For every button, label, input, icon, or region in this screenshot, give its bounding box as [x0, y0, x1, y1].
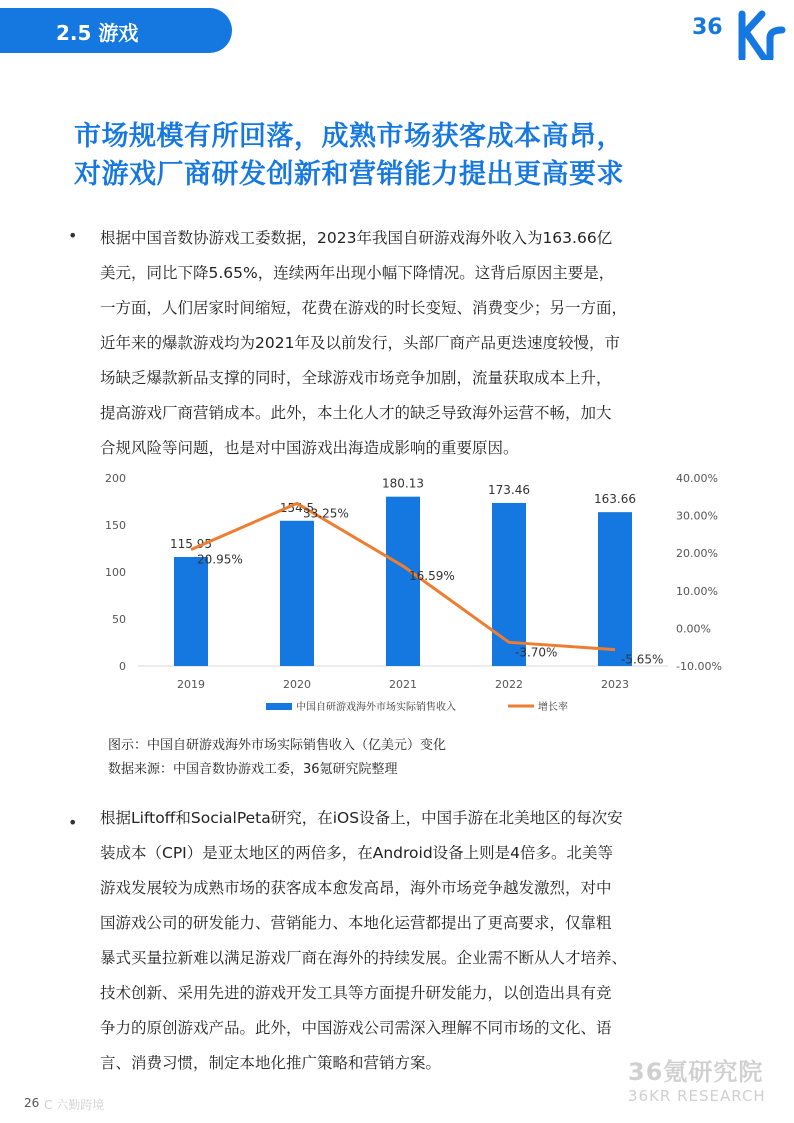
page-headline: [74, 118, 774, 194]
headline-line-1: 市场规模有所回落，成熟市场获客成本高昂，: [74, 121, 624, 152]
paragraph-line: 言、消费习惯，制定本地化推广策略和营销方案。: [100, 1054, 442, 1072]
revenue-bar: [174, 557, 208, 666]
paragraph-line: 根据中国音数协游戏工委数据，2023年我国自研游戏海外收入为163.66亿: [100, 229, 613, 247]
bar-value-label: 115.95: [170, 537, 212, 552]
category-label: 2023: [601, 678, 629, 691]
paragraph-line: 技术创新、采用先进的游戏开发工具等方面提升研发能力，以创造出具有竞: [100, 984, 612, 1002]
paragraph-line: 场缺乏爆款新品支撑的同时，全球游戏市场竞争加剧，流量获取成本上升，: [100, 369, 612, 387]
left-tick-label: 100: [105, 566, 126, 579]
bar-value-label: 163.66: [594, 492, 636, 507]
paragraph-line: 近年来的爆款游戏均为2021年及以前发行，头部厂商产品更迭速度较慢，市: [100, 334, 620, 352]
legend-bar-swatch: [266, 703, 292, 710]
category-label: 2020: [283, 678, 311, 691]
right-tick-label: 10.00%: [676, 584, 718, 598]
paragraph-line: 争力的原创游戏产品。此外，中国游戏公司需深入理解不同市场的文化、语: [100, 1019, 612, 1037]
section-label: 2.5 游戏: [56, 21, 139, 45]
paragraph-line: 提高游戏厂商营销成本。此外，本土化人才的缺乏导致海外运营不畅，加大: [100, 404, 612, 422]
growth-rate-label: -5.65%: [621, 652, 664, 667]
bar-value-label: 180.13: [382, 476, 424, 491]
paragraph-line: 美元，同比下降5.65%，连续两年出现小幅下降情况。这背后原因主要是，: [100, 264, 615, 282]
paragraph-line: 暴式买量拉新难以满足游戏厂商在海外的持续发展。企业需不断从人才培养、: [100, 949, 628, 967]
paragraph-line: 游戏发展较为成熟市场的获客成本愈发高昂，海外市场竞争越发激烈，对中: [100, 879, 612, 897]
bullet-2: •: [68, 813, 78, 832]
paragraph-line: 根据Liftoff和SocialPeta研究，在iOS设备上，中国手游在北美地区的每次安: [100, 809, 623, 827]
revenue-bar: [598, 512, 632, 666]
right-tick-label: 30.00%: [676, 509, 718, 523]
right-tick-label: 0.00%: [676, 622, 711, 636]
left-tick-label: 50: [112, 613, 126, 626]
paragraph-1: [100, 221, 740, 466]
category-label: 2021: [389, 678, 417, 691]
logo-text-36: 36: [692, 15, 723, 40]
right-tick-label: -10.00%: [676, 660, 722, 673]
growth-rate-label: 20.95%: [197, 552, 243, 567]
right-tick-label: 20.00%: [676, 547, 718, 561]
paragraph-line: 一方面，人们居家时间缩短，花费在游戏的时长变短、消费变少；另一方面，: [100, 299, 628, 317]
category-label: 2022: [495, 678, 523, 691]
headline-line-2: 对游戏厂商研发创新和营销能力提出更高要求: [74, 159, 624, 190]
research-watermark: [628, 1052, 766, 1105]
left-tick-label: 150: [105, 519, 126, 532]
watermark-cn: 36氪研究院: [628, 1058, 764, 1086]
legend-line-label: 增长率: [538, 702, 568, 713]
right-tick-label: 40.00%: [676, 472, 718, 485]
page-number: 26: [24, 1096, 40, 1110]
36kr-logo: [690, 4, 794, 60]
section-tab: [0, 8, 232, 53]
paragraph-line: 国游戏公司的研发能力、营销能力、本地化运营都提出了更高要求，仅靠粗: [100, 914, 612, 932]
bar-value-label: 173.46: [488, 482, 530, 497]
paragraph-2: [100, 801, 740, 1081]
bullet-1: •: [68, 226, 78, 245]
figure-caption: 图示：中国自研游戏海外市场实际销售收入（亿美元）变化: [108, 738, 447, 753]
growth-rate-label: -3.70%: [515, 645, 558, 660]
growth-rate-label: 33.25%: [303, 506, 349, 521]
revenue-bar: [280, 521, 314, 666]
paragraph-line: 装成本（CPI）是亚太地区的两倍多，在Android设备上则是4倍多。北美等: [100, 844, 614, 862]
revenue-growth-chart: [98, 462, 738, 724]
category-label: 2019: [177, 678, 205, 691]
legend-bar-label: 中国自研游戏海外市场实际销售收入: [296, 702, 456, 713]
source-caption: 数据来源：中国音数协游戏工委，36氪研究院整理: [108, 762, 398, 777]
brand-mark: C 六勤跨境: [44, 1098, 105, 1112]
watermark-en: 36KR RESEARCH: [628, 1087, 766, 1105]
left-tick-label: 200: [105, 472, 126, 485]
bar-value-label: 154.5: [279, 500, 315, 515]
paragraph-line: 合规风险等问题，也是对中国游戏出海造成影响的重要原因。: [100, 439, 519, 457]
growth-rate-label: 16.59%: [409, 569, 455, 584]
left-tick-label: 0: [119, 660, 126, 673]
